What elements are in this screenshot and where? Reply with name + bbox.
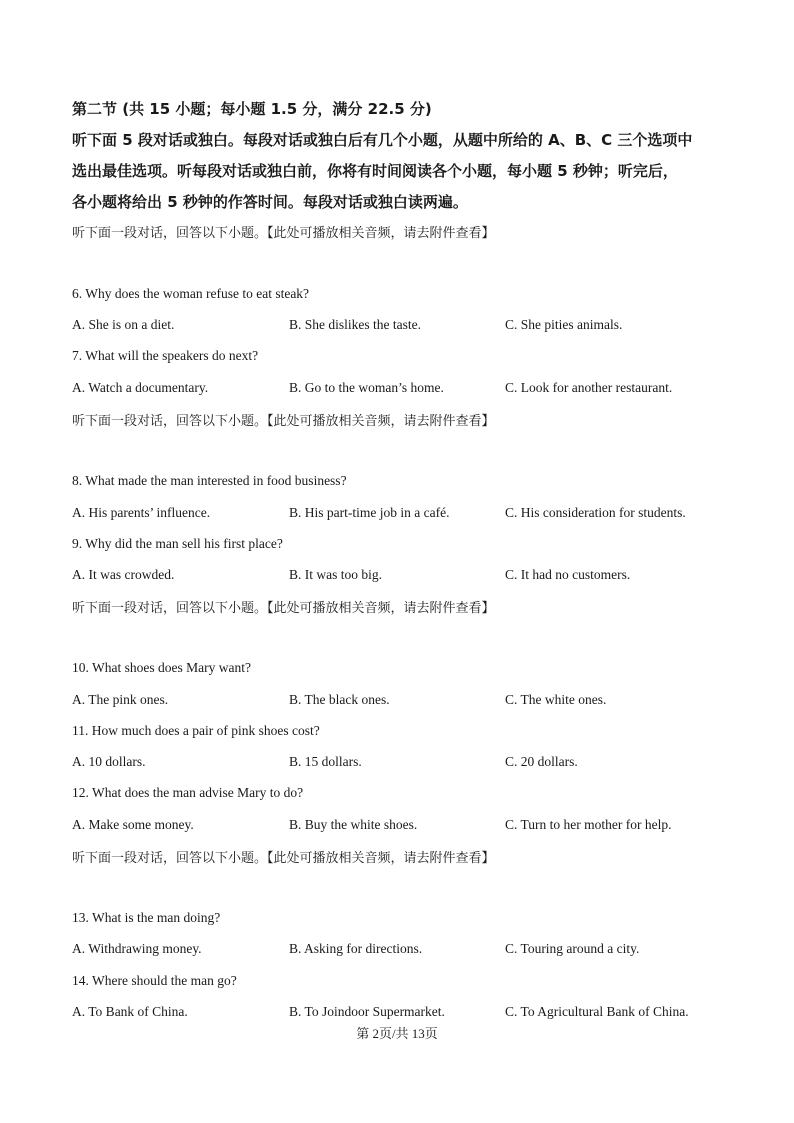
option-b: B. Asking for directions. — [289, 941, 423, 956]
instruction-line: 选出最佳选项。听每段对话或独白前，你将有时间阅读各个小题，每小题 5 秒钟；听完后， — [72, 162, 678, 180]
options-6 — [72, 317, 732, 335]
option-c: C. She pities animals. — [505, 317, 623, 332]
question-14: 14. Where should the man go? — [72, 973, 237, 988]
option-a: A. It was crowded. — [72, 567, 175, 582]
option-b: B. 15 dollars. — [289, 754, 362, 769]
question-13: 13. What is the man doing? — [72, 910, 221, 925]
question-10: 10. What shoes does Mary want? — [72, 660, 251, 675]
audio-note: 听下面一段对话，回答以下小题。【此处可播放相关音频，请去附件查看】 — [72, 226, 495, 241]
option-b: B. It was too big. — [289, 567, 382, 582]
question-7: 7. What will the speakers do next? — [72, 348, 259, 363]
option-b: B. To Joindoor Supermarket. — [289, 1004, 445, 1019]
options-10 — [72, 692, 732, 710]
options-8 — [72, 505, 732, 523]
option-c: C. The white ones. — [505, 692, 607, 707]
options-9 — [72, 567, 732, 585]
option-b: B. Buy the white shoes. — [289, 817, 418, 832]
option-a: A. The pink ones. — [72, 692, 169, 707]
instruction-line: 听下面 5 段对话或独白。每段对话或独白后有几个小题，从题中所给的 A、B、C 三个选项中 — [72, 131, 693, 149]
audio-note: 听下面一段对话，回答以下小题。【此处可播放相关音频，请去附件查看】 — [72, 601, 495, 616]
option-c: C. It had no customers. — [505, 567, 631, 582]
question-11: 11. How much does a pair of pink shoes cost? — [72, 723, 320, 738]
instruction-line: 各小题将给出 5 秒钟的作答时间。每段对话或独白读两遍。 — [72, 193, 468, 211]
options-12 — [72, 817, 732, 835]
option-c: C. Turn to her mother for help. — [505, 817, 672, 832]
option-a: A. Watch a documentary. — [72, 380, 209, 395]
option-c: C. Look for another restaurant. — [505, 380, 673, 395]
option-a: A. To Bank of China. — [72, 1004, 188, 1019]
audio-note: 听下面一段对话，回答以下小题。【此处可播放相关音频，请去附件查看】 — [72, 414, 495, 429]
options-11 — [72, 754, 732, 772]
option-a: A. She is on a diet. — [72, 317, 175, 332]
option-a: A. 10 dollars. — [72, 754, 146, 769]
option-b: B. She dislikes the taste. — [289, 317, 421, 332]
option-a: A. Withdrawing money. — [72, 941, 202, 956]
question-6: 6. Why does the woman refuse to eat steak? — [72, 286, 310, 301]
options-13 — [72, 941, 732, 959]
question-12: 12. What does the man advise Mary to do? — [72, 785, 304, 800]
option-a: A. His parents’ influence. — [72, 505, 211, 520]
option-c: C. 20 dollars. — [505, 754, 578, 769]
option-b: B. The black ones. — [289, 692, 390, 707]
option-c: C. Touring around a city. — [505, 941, 640, 956]
page-footer: 第 2页/共 13页 — [356, 1026, 438, 1041]
option-b: B. Go to the woman’s home. — [289, 380, 444, 395]
question-8: 8. What made the man interested in food business? — [72, 473, 347, 488]
option-c: C. His consideration for students. — [505, 505, 686, 520]
question-9: 9. Why did the man sell his first place? — [72, 536, 283, 551]
options-14 — [72, 1004, 732, 1022]
option-b: B. His part-time job in a café. — [289, 505, 450, 520]
audio-note: 听下面一段对话，回答以下小题。【此处可播放相关音频，请去附件查看】 — [72, 851, 495, 866]
section-heading — [72, 94, 732, 218]
section-title: 第二节 (共 15 小题；每小题 1.5 分，满分 22.5 分) — [72, 100, 432, 118]
options-7 — [72, 380, 732, 398]
option-c: C. To Agricultural Bank of China. — [505, 1004, 689, 1019]
option-a: A. Make some money. — [72, 817, 194, 832]
